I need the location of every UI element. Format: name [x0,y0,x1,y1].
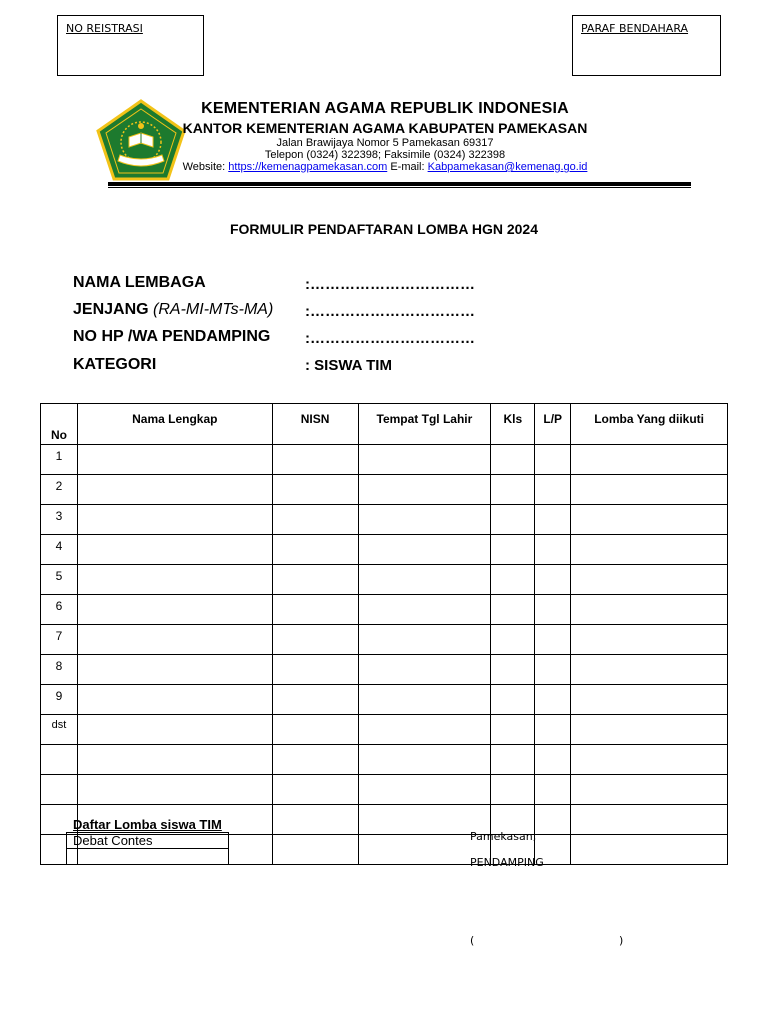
cell-competition[interactable] [571,655,728,685]
cell-nisn[interactable] [272,625,358,655]
competition-list-title: Daftar Lomba siswa TIM [73,817,222,832]
cell-no: 1 [41,445,78,475]
cell-class[interactable] [491,775,535,805]
cell-class[interactable] [491,475,535,505]
cell-nisn[interactable] [272,715,358,745]
cell-full-name[interactable] [77,445,272,475]
field-value-category: : SISWA TIM [305,357,392,374]
cell-no: 9 [41,685,78,715]
col-header-competition: Lomba Yang diikuti [571,404,728,445]
cell-competition[interactable] [571,475,728,505]
cell-full-name[interactable] [77,595,272,625]
cell-birth-place-date[interactable] [358,445,491,475]
office-phone: Telepon (0324) 322398; Faksimile (0324) 322398 [264,149,506,161]
cell-no: 7 [41,625,78,655]
cell-class[interactable] [491,655,535,685]
cell-competition[interactable] [571,595,728,625]
table-row [41,475,728,505]
competition-item[interactable]: Debat Contes [67,833,229,849]
website-link[interactable]: https://kemenagpamekasan.com [228,161,388,173]
col-header-class: Kls [491,404,535,445]
cell-full-name[interactable] [77,475,272,505]
cell-gender[interactable] [535,655,571,685]
competition-list-row [67,849,229,865]
cell-class[interactable] [491,595,535,625]
cell-class[interactable] [491,445,535,475]
cell-competition[interactable] [571,535,728,565]
cell-gender[interactable] [535,745,571,775]
table-row [41,775,728,805]
field-value-companion-phone[interactable]: :…………………………… [305,330,475,347]
field-label-level: JENJANG (RA-MI-MTs-MA) [73,301,274,318]
col-header-full-name: Nama Lengkap [77,404,272,445]
signature-role: PENDAMPING [470,856,544,869]
cell-full-name[interactable] [77,745,272,775]
cell-nisn[interactable] [272,595,358,625]
signature-open-paren: ( [470,934,475,947]
table-row [41,445,728,475]
table-row [41,505,728,535]
table-row [41,565,728,595]
registration-number-label: NO REISTRASI [66,22,143,35]
cell-no: 3 [41,505,78,535]
cell-class[interactable] [491,745,535,775]
cell-gender[interactable] [535,805,571,835]
cell-birth-place-date[interactable] [358,655,491,685]
email-label: E-mail: [390,161,425,173]
signature-close-paren: ) [619,934,624,947]
cell-full-name[interactable] [77,505,272,535]
cell-gender[interactable] [535,595,571,625]
cell-birth-place-date[interactable] [358,775,491,805]
participants-table [40,403,728,865]
cell-full-name[interactable] [77,775,272,805]
cell-birth-place-date[interactable] [358,745,491,775]
cell-competition[interactable] [571,835,728,865]
col-header-birth-place-date: Tempat Tgl Lahir [358,404,491,445]
col-header-gender: L/P [535,404,571,445]
cell-birth-place-date[interactable] [358,625,491,655]
cell-competition[interactable] [571,505,728,535]
cell-no: 5 [41,565,78,595]
field-label-institution: NAMA LEMBAGA [73,274,206,291]
cell-nisn[interactable] [272,655,358,685]
cell-no [41,775,78,805]
treasurer-initial-box [572,15,721,76]
cell-no [41,745,78,775]
cell-full-name[interactable] [77,535,272,565]
cell-gender[interactable] [535,715,571,745]
cell-no: dst [41,715,78,745]
col-header-nisn: NISN [272,404,358,445]
cell-birth-place-date[interactable] [358,685,491,715]
form-title: FORMULIR PENDAFTARAN LOMBA HGN 2024 [229,221,538,237]
table-row [41,745,728,775]
cell-gender[interactable] [535,445,571,475]
col-header-no: No [41,404,78,445]
table-row [41,655,728,685]
office-title: KANTOR KEMENTERIAN AGAMA KABUPATEN PAMEKASAN [182,120,588,136]
cell-birth-place-date[interactable] [358,595,491,625]
ministry-title: KEMENTERIAN AGAMA REPUBLIK INDONESIA [201,100,569,117]
cell-gender[interactable] [535,775,571,805]
cell-class[interactable] [491,685,535,715]
table-row [41,715,728,745]
cell-class[interactable] [491,625,535,655]
cell-nisn[interactable] [272,775,358,805]
table-body [41,445,728,865]
cell-competition[interactable] [571,685,728,715]
field-value-level[interactable]: :…………………………… [305,303,475,320]
cell-birth-place-date[interactable] [358,535,491,565]
field-label-companion-phone: NO HP /WA PENDAMPING [73,328,271,345]
treasurer-initial-label: PARAF BENDAHARA [581,22,689,35]
competition-item[interactable] [67,849,229,865]
cell-nisn[interactable] [272,505,358,535]
cell-no: 2 [41,475,78,505]
cell-birth-place-date[interactable] [358,505,491,535]
table-row [41,535,728,565]
cell-competition[interactable] [571,745,728,775]
table-row [41,685,728,715]
competition-list-row [67,833,229,849]
cell-no: 8 [41,655,78,685]
cell-nisn[interactable] [272,745,358,775]
cell-class[interactable] [491,565,535,595]
cell-birth-place-date[interactable] [358,565,491,595]
cell-nisn[interactable] [272,445,358,475]
cell-birth-place-date[interactable] [358,715,491,745]
cell-nisn[interactable] [272,535,358,565]
cell-competition[interactable] [571,445,728,475]
cell-competition[interactable] [571,715,728,745]
table-row [41,595,728,625]
cell-birth-place-date[interactable] [358,475,491,505]
cell-full-name[interactable] [77,655,272,685]
cell-no [41,805,78,835]
cell-full-name[interactable] [77,565,272,595]
cell-class[interactable] [491,715,535,745]
email-link[interactable]: Kabpamekasan@kemenag.go.id [427,161,588,173]
cell-nisn[interactable] [272,685,358,715]
cell-competition[interactable] [571,625,728,655]
cell-no: 6 [41,595,78,625]
cell-gender[interactable] [535,475,571,505]
cell-full-name[interactable] [77,625,272,655]
cell-gender[interactable] [535,505,571,535]
cell-gender[interactable] [535,685,571,715]
cell-gender[interactable] [535,535,571,565]
cell-no: 4 [41,535,78,565]
registration-number-box [57,15,204,76]
cell-nisn[interactable] [272,835,358,865]
header-divider-thick [108,182,691,186]
cell-nisn[interactable] [272,805,358,835]
cell-full-name[interactable] [77,685,272,715]
field-label-level-note: (RA-MI-MTs-MA) [153,301,274,318]
cell-nisn[interactable] [272,475,358,505]
cell-competition[interactable] [571,775,728,805]
office-contact-line [160,161,610,173]
cell-class[interactable] [491,505,535,535]
table-row [41,625,728,655]
cell-competition[interactable] [571,565,728,595]
cell-competition[interactable] [571,805,728,835]
signature-place: Pamekasan, [470,830,537,843]
header-divider-thin [108,187,691,188]
cell-gender[interactable] [535,565,571,595]
website-label: Website: [182,161,226,173]
cell-nisn[interactable] [272,565,358,595]
field-label-category: KATEGORI [73,356,157,373]
field-value-institution[interactable]: :…………………………… [305,276,475,293]
cell-gender[interactable] [535,625,571,655]
cell-full-name[interactable] [77,715,272,745]
office-address: Jalan Brawijaya Nomor 5 Pamekasan 69317 [276,137,494,149]
competition-list-table [66,832,229,865]
cell-class[interactable] [491,535,535,565]
table-header-row [41,404,728,445]
